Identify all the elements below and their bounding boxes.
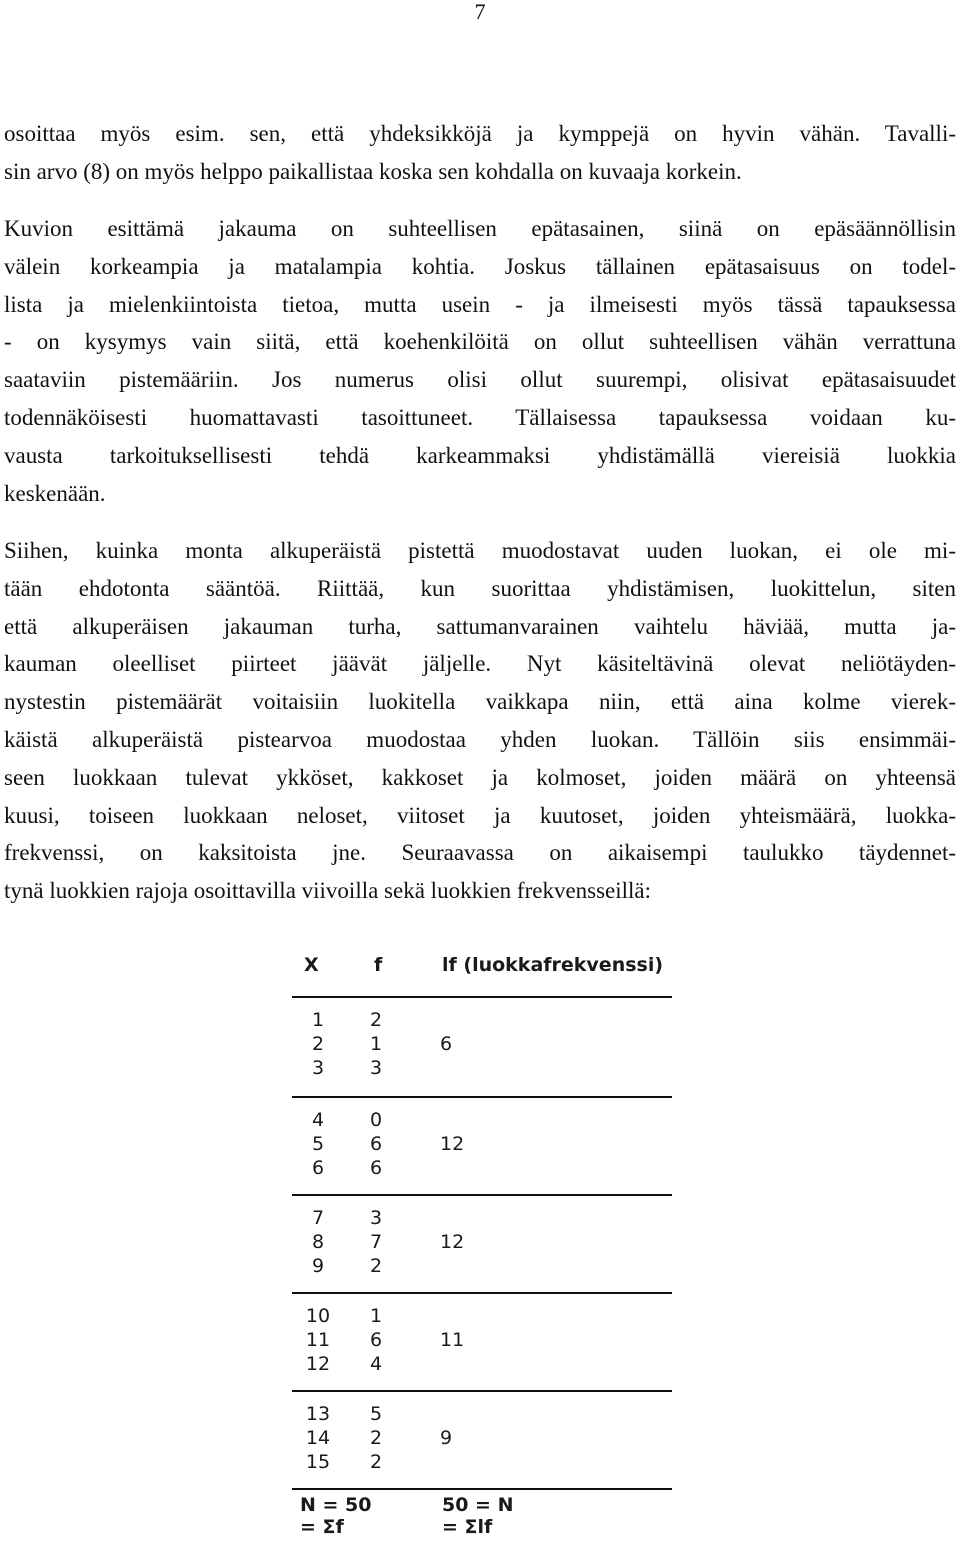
text-line: että alkuperäisen jakauman turha, sattumanvarainen vaihtelu häviää, mutta ja- bbox=[4, 613, 956, 639]
table-header bbox=[292, 950, 672, 998]
cell-x: 5 bbox=[311, 1133, 325, 1155]
table-row bbox=[292, 1032, 672, 1056]
paragraph-3 bbox=[4, 532, 956, 910]
class-group bbox=[292, 1196, 672, 1294]
header-lf: lf (luokkafrekvenssi) bbox=[442, 954, 664, 976]
cell-x: 3 bbox=[311, 1057, 325, 1079]
cell-x: 14 bbox=[305, 1427, 331, 1449]
table-row bbox=[292, 1156, 672, 1180]
table-row bbox=[292, 1132, 672, 1156]
table-row bbox=[292, 1328, 672, 1352]
footer-right bbox=[442, 1494, 514, 1538]
footer-left bbox=[300, 1494, 372, 1538]
cell-f: 5 bbox=[369, 1403, 383, 1425]
cell-x: 13 bbox=[305, 1403, 331, 1425]
table-row bbox=[292, 1206, 672, 1230]
cell-lf: 12 bbox=[440, 1133, 465, 1155]
text-line: saataviin pistemääriin. Jos numerus olisi ollut suurempi, olisivat epätasaisuudet bbox=[4, 367, 956, 393]
cell-x: 10 bbox=[305, 1305, 331, 1327]
cell-f: 3 bbox=[369, 1057, 383, 1079]
cell-lf: 11 bbox=[440, 1329, 465, 1351]
class-group bbox=[292, 1294, 672, 1392]
text-line: - on kysymys vain siitä, että koehenkilöitä on ollut suhteellisen vähän verrattuna bbox=[4, 329, 956, 355]
table-row bbox=[292, 1304, 672, 1328]
table-row bbox=[292, 1402, 672, 1426]
text-line: nystestin pistemäärät voitaisiin luokitella vaikkapa niin, että aina kolme vierek- bbox=[4, 689, 956, 715]
cell-f: 2 bbox=[369, 1009, 383, 1031]
cell-x: 9 bbox=[311, 1255, 325, 1277]
header-f: f bbox=[374, 954, 383, 976]
paragraph-1 bbox=[4, 115, 956, 191]
text-line: tynä luokkien rajoja osoittavilla viivoilla sekä luokkien frekvensseillä: bbox=[4, 878, 652, 904]
table-footer bbox=[292, 1490, 672, 1546]
text-line: tään ehdotonta sääntöä. Riittää, kun suorittaa yhdistämisen, luokittelun, siten bbox=[4, 575, 956, 601]
table-row bbox=[292, 1426, 672, 1450]
page-number: 7 bbox=[474, 0, 486, 24]
cell-f: 2 bbox=[369, 1427, 383, 1449]
cell-f: 6 bbox=[369, 1329, 383, 1351]
cell-f: 4 bbox=[369, 1353, 383, 1375]
cell-x: 4 bbox=[311, 1109, 325, 1131]
cell-f: 3 bbox=[369, 1207, 383, 1229]
cell-x: 1 bbox=[311, 1009, 325, 1031]
cell-f: 6 bbox=[369, 1157, 383, 1179]
text-line: lista ja mielenkiintoista tietoa, mutta usein - ja ilmeisesti myös tässä tapauksessa bbox=[4, 291, 956, 317]
table-row bbox=[292, 1108, 672, 1132]
table-row bbox=[292, 1254, 672, 1278]
class-group bbox=[292, 1098, 672, 1196]
text-line: vausta tarkoituksellisesti tehdä karkeammaksi yhdistämällä viereisiä luokkia bbox=[4, 442, 956, 468]
text-line: Kuvion esittämä jakauma on suhteellisen epätasainen, siinä on epäsäännöllisin bbox=[4, 216, 956, 241]
table-row bbox=[292, 1008, 672, 1032]
footer-right-line1: 50 = N bbox=[442, 1494, 514, 1516]
cell-f: 6 bbox=[369, 1133, 383, 1155]
text-line: keskenään. bbox=[4, 480, 106, 506]
cell-f: 1 bbox=[369, 1033, 383, 1055]
text-line: osoittaa myös esim. sen, että yhdeksikköjä ja kymppejä on hyvin vähän. Tavalli- bbox=[4, 121, 956, 146]
cell-x: 8 bbox=[311, 1231, 325, 1253]
table-row bbox=[292, 1230, 672, 1254]
table-row bbox=[292, 1450, 672, 1474]
cell-x: 6 bbox=[311, 1157, 325, 1179]
cell-x: 7 bbox=[311, 1207, 325, 1229]
text-line: välein korkeampia ja matalampia kohtia. Joskus tällainen epätasaisuus on todel- bbox=[4, 253, 956, 279]
text-line: sin arvo (8) on myös helppo paikallistaa koska sen kohdalla on kuvaaja korkein. bbox=[4, 158, 742, 184]
cell-lf: 6 bbox=[440, 1033, 453, 1055]
text-line: käistä alkuperäistä pistearvoa muodostaa yhden luokan. Tällöin siis ensimmäi- bbox=[4, 726, 956, 752]
frequency-table bbox=[292, 950, 672, 1546]
footer-left-line1: N = 50 bbox=[300, 1494, 372, 1516]
cell-f: 0 bbox=[369, 1109, 383, 1131]
footer-left-line2: = Σf bbox=[300, 1516, 344, 1538]
cell-x: 2 bbox=[311, 1033, 325, 1055]
footer-right-line2: = Σlf bbox=[442, 1516, 493, 1538]
text-line: todennäköisesti huomattavasti tasoittuneet. Tällaisessa tapauksessa voidaan ku- bbox=[4, 404, 956, 430]
table-row bbox=[292, 1056, 672, 1080]
cell-lf: 12 bbox=[440, 1231, 465, 1253]
class-group bbox=[292, 998, 672, 1098]
cell-f: 7 bbox=[369, 1231, 383, 1253]
cell-f: 2 bbox=[369, 1451, 383, 1473]
text-line: seen luokkaan tulevat ykköset, kakkoset ja kolmoset, joiden määrä on yhteensä bbox=[4, 764, 956, 790]
text-line: kuusi, toiseen luokkaan neloset, viitoset ja kuutoset, joiden yhteismäärä, luokka- bbox=[4, 802, 956, 828]
cell-f: 1 bbox=[369, 1305, 383, 1327]
paragraph-2 bbox=[4, 210, 956, 512]
cell-x: 12 bbox=[305, 1353, 331, 1375]
text-line: kauman oleelliset piirteet jäävät jäljelle. Nyt käsiteltävinä olevat neliötäyden- bbox=[4, 651, 956, 677]
header-x: X bbox=[304, 954, 319, 976]
text-line: Siihen, kuinka monta alkuperäistä pistettä muodostavat uuden luokan, ei ole mi- bbox=[4, 538, 956, 563]
table-row bbox=[292, 1352, 672, 1376]
cell-f: 2 bbox=[369, 1255, 383, 1277]
cell-x: 11 bbox=[305, 1329, 331, 1351]
cell-lf: 9 bbox=[440, 1427, 453, 1449]
text-line: frekvenssi, on kaksitoista jne. Seuraavassa on aikaisempi taulukko täydennet- bbox=[4, 840, 956, 866]
class-group bbox=[292, 1392, 672, 1490]
cell-x: 15 bbox=[305, 1451, 331, 1473]
